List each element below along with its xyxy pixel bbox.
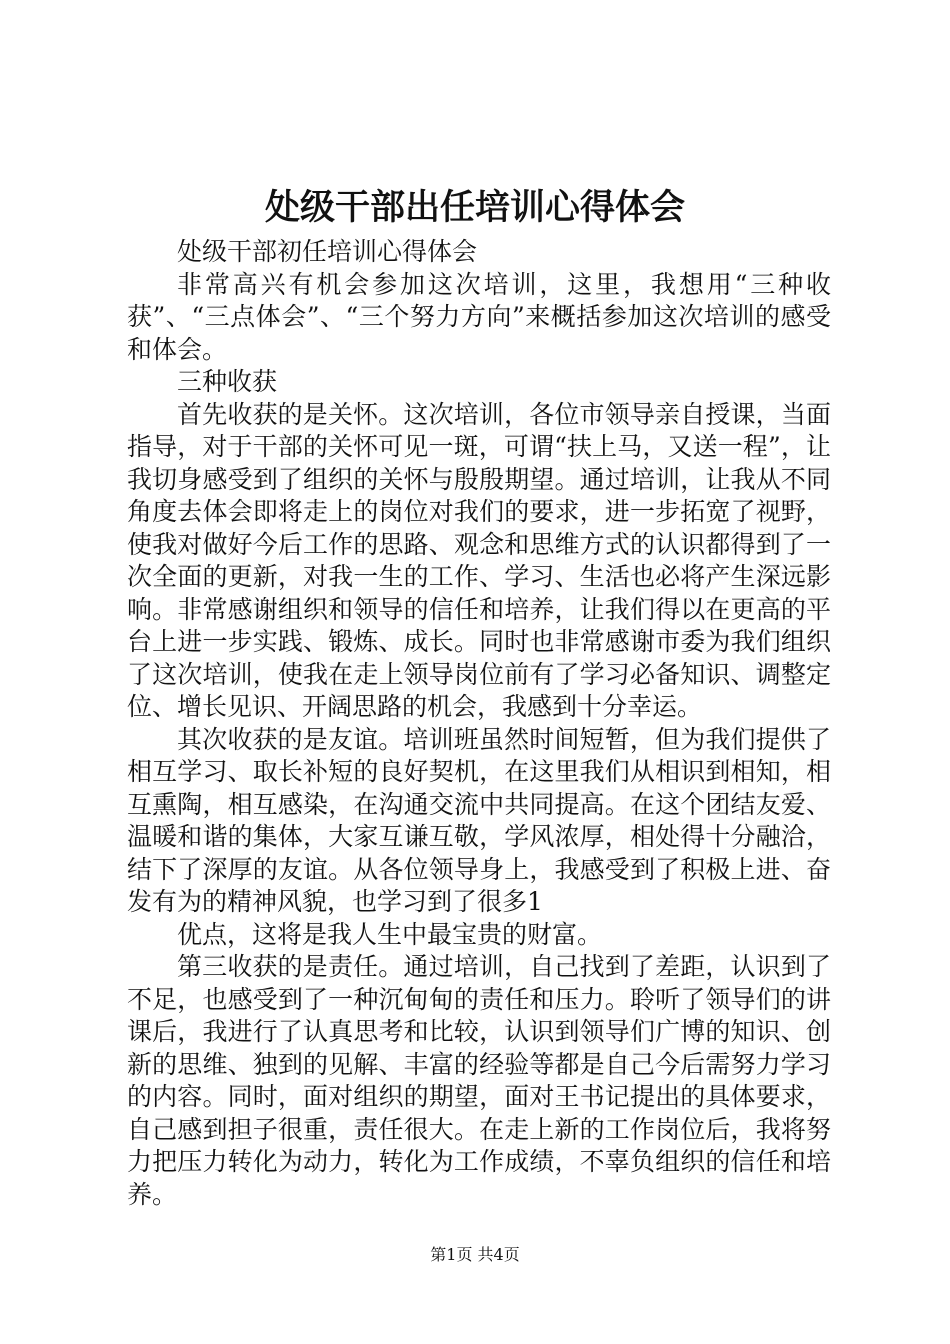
- paragraph-subtitle: 处级干部初任培训心得体会: [177, 237, 478, 266]
- paragraph-friendship: 其次收获的是友谊。培训班虽然时间短暂，但为我们提供了相互学习、取长补短的良好契机，在这里我们从相识到相知，相互熏陶，相互感染，在沟通交流中共同提高。在这个团结友爱、温暖和谐的集体，大家互谦互敬，学风浓厚，相处得十分融洽，结下了深厚的友谊。从各位领导身上，我感受到了积极上进、奋发有为的精神风貌，也学习到了很多1: [127, 724, 831, 916]
- section-heading: 三种收获: [177, 367, 278, 396]
- document-body: [127, 236, 831, 1211]
- paragraph-friendship-continued: 优点，这将是我人生中最宝贵的财富。: [177, 919, 603, 949]
- page-footer: 第1页 共4页: [430, 1245, 520, 1264]
- paragraph-responsibility: 第三收获的是责任。通过培训，自己找到了差距，认识到了不足，也感受到了一种沉甸甸的责任和压力。聆听了领导们的讲课后，我进行了认真思考和比较，认识到领导们广博的知识、创新的思维、独到的见解、丰富的经验等都是自己今后需努力学习的内容。同时，面对组织的期望，面对王书记提出的具体要求，自己感到担子很重，责任很大。在走上新的工作岗位后，我将努力把压力转化为动力，转化为工作成绩，不辜负组织的信任和培养。: [127, 952, 831, 1209]
- paragraph-intro: 非常高兴有机会参加这次培训，这里，我想用“三种收获”、“三点体会”、“三个努力方向”来概括参加这次培训的感受和体会。: [127, 269, 831, 364]
- page-title: 处级干部出任培训心得体会: [264, 187, 685, 228]
- paragraph-care: 首先收获的是关怀。这次培训，各位市领导亲自授课，当面指导，对于干部的关怀可见一斑，可谓“扶上马，又送一程”，让我切身感受到了组织的关怀与殷殷期望。通过培训，让我从不同角度去体会即将走上的岗位对我们的要求，进一步拓宽了视野，使我对做好今后工作的思路、观念和思维方式的认识都得到了一次全面的更新，对我一生的工作、学习、生活也必将产生深远影响。非常感谢组织和领导的信任和培养，让我们得以在更高的平台上进一步实践、锻炼、成长。同时也非常感谢市委为我们组织了这次培训，使我在走上领导岗位前有了学习必备知识、调整定位、增长见识、开阔思路的机会，我感到十分幸运。: [127, 399, 831, 721]
